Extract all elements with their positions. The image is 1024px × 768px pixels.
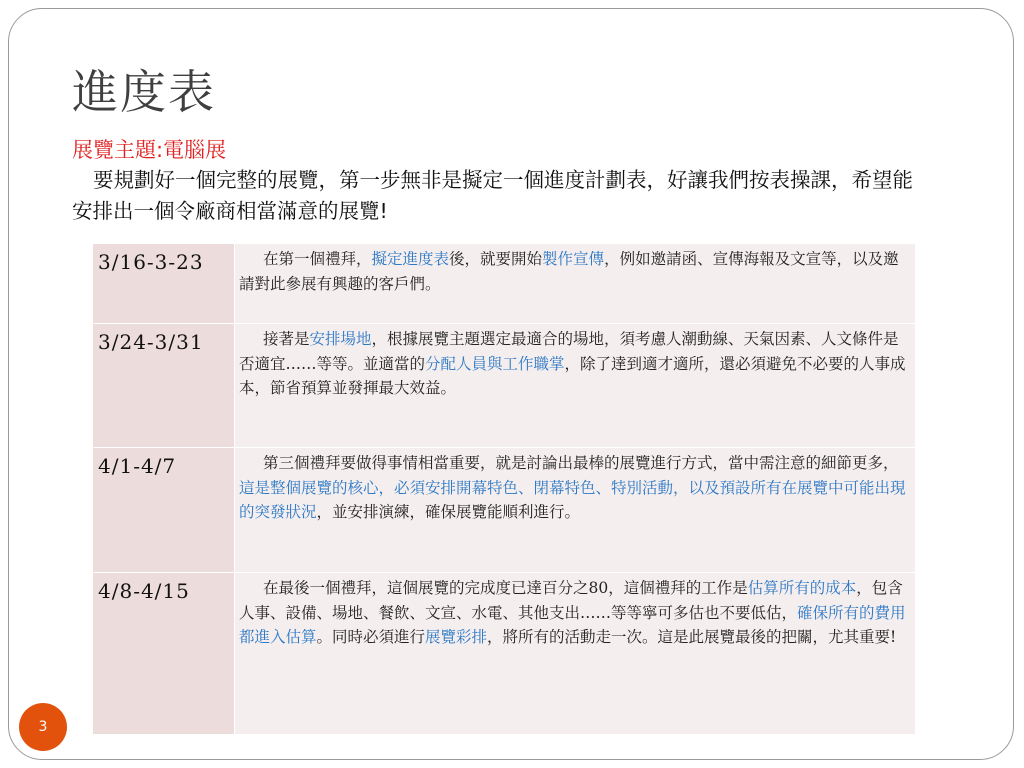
table-row [93, 244, 916, 324]
page-number-badge: 3 [19, 703, 67, 751]
period-cell: 4/1-4/7 [93, 448, 235, 573]
description-text: ，將所有的活動走一次。這是此展覽最後的把關，尤其重要! [487, 628, 897, 646]
highlighted-phrase: 這是整個展覽的核心，必須安排開幕特色、閉幕特色、特別活動，以及預設所有在展覽中可能出現的突發狀況 [239, 478, 906, 521]
highlighted-phrase: 擬定進度表 [371, 250, 450, 268]
highlighted-phrase: 展覽彩排 [425, 628, 488, 646]
description-text: ，例如邀請函、宣傳海報及文宣等，以及邀請對此參展有興趣的客戶們。 [239, 250, 899, 293]
table-row [93, 324, 916, 448]
exhibition-theme: 展覽主題:電腦展 [72, 138, 227, 162]
description-cell [235, 448, 916, 573]
description-text: 第三個禮拜要做得事情相當重要，就是討論出最棒的展覽進行方式，當中需注意的細節更多， [263, 454, 899, 472]
description-text: ，並安排演練，確保展覽能順利進行。 [316, 503, 581, 521]
highlighted-phrase: 安排場地 [309, 330, 372, 348]
period-cell: 4/8-4/15 [93, 573, 235, 735]
description-text: 接著是 [263, 330, 310, 348]
highlighted-phrase: 製作宣傳 [542, 250, 605, 268]
highlighted-phrase: 估算所有的成本 [747, 579, 857, 597]
intro-paragraph: 要規劃好一個完整的展覽，第一步無非是擬定一個進度計劃表，好讓我們按表操課，希望能安排出一個令廠商相當滿意的展覽! [72, 168, 913, 223]
description-text: 在第一個禮拜， [263, 250, 372, 268]
description-cell [235, 324, 916, 448]
highlighted-phrase: 確保所有的費用都進入估算 [239, 603, 906, 646]
description-cell [235, 244, 916, 324]
description-text: ，除了達到適才適所，還必須避免不必要的人事成本，節省預算並發揮最大效益。 [239, 354, 906, 397]
description-cell [235, 573, 916, 735]
description-text: 在最後一個禮拜，這個展覽的完成度已達百分之80，這個禮拜的工作是 [263, 579, 748, 597]
table-row [93, 573, 916, 735]
highlighted-phrase: 分配人員與工作職掌 [425, 354, 565, 373]
slide-title: 進度表 [72, 65, 216, 119]
period-cell: 3/16-3-23 [93, 244, 235, 324]
period-cell: 3/24-3/31 [93, 324, 235, 448]
description-text: 。同時必須進行 [316, 628, 426, 646]
schedule-table [92, 243, 916, 735]
description-text: ，包含人事、設備、場地、餐飲、文宣、水電、其他支出……等等寧可多估也不要低估， [239, 579, 903, 622]
description-text: ，根據展覽主題選定最適合的場地，須考慮人潮動線、天氣因素、人文條件是否適宜……等等。並適當的 [239, 330, 899, 373]
description-text: 後，就要開始 [449, 250, 543, 268]
table-row [93, 448, 916, 573]
